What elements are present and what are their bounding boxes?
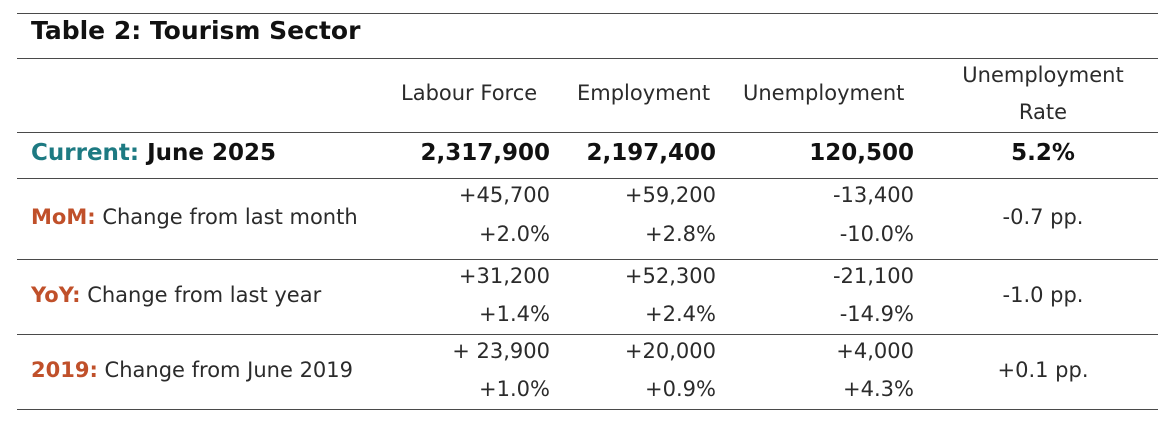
current-unemployment: 120,500 (809, 140, 914, 166)
yoy-employment-abs: +52,300 (624, 264, 716, 288)
y2019-employment-pct: +0.9% (645, 377, 716, 401)
header-rate-line1: Unemployment (962, 63, 1124, 87)
title-rule (17, 58, 1158, 59)
header-labour-force: Labour Force (401, 81, 538, 105)
table-bottom-rule (17, 409, 1158, 410)
yoy-row-label (31, 283, 321, 307)
mom-row-label (31, 205, 358, 229)
mom-prefix: MoM: (31, 205, 96, 229)
yoy-unemployment-pct: -14.9% (839, 302, 914, 326)
y2019-labour-force-pct: +1.0% (479, 377, 550, 401)
mom-unemployment-abs: -13,400 (832, 183, 914, 207)
y2019-rate-change: +0.1 pp. (997, 358, 1089, 382)
yoy-row-rule (17, 334, 1158, 335)
current-row-rule (17, 178, 1158, 179)
current-row-label (31, 140, 276, 166)
header-unemployment: Unemployment (743, 81, 905, 105)
yoy-employment-pct: +2.4% (645, 302, 716, 326)
mom-labour-force-abs: +45,700 (458, 183, 550, 207)
yoy-prefix: YoY: (31, 283, 81, 307)
current-employment: 2,197,400 (586, 140, 716, 166)
header-employment: Employment (577, 81, 711, 105)
yoy-description: Change from last year (87, 283, 322, 307)
y2019-description: Change from June 2019 (104, 358, 354, 382)
yoy-labour-force-pct: +1.4% (479, 302, 550, 326)
mom-row-rule (17, 259, 1158, 260)
mom-rate-change: -0.7 pp. (1002, 205, 1084, 229)
y2019-prefix: 2019: (31, 358, 98, 382)
header-rate-line2: Rate (1018, 100, 1068, 124)
current-period: June 2025 (147, 140, 277, 166)
y2019-unemployment-pct: +4.3% (843, 377, 914, 401)
yoy-rate-change: -1.0 pp. (1002, 283, 1084, 307)
table-top-rule (17, 13, 1158, 14)
mom-labour-force-pct: +2.0% (479, 222, 550, 246)
mom-description: Change from last month (102, 205, 358, 229)
yoy-unemployment-abs: -21,100 (832, 264, 914, 288)
current-prefix: Current: (31, 140, 140, 166)
header-rule (17, 132, 1158, 133)
current-rate: 5.2% (1011, 140, 1075, 166)
table-title: Table 2: Tourism Sector (31, 16, 361, 45)
y2019-labour-force-abs: + 23,900 (452, 339, 550, 363)
y2019-employment-abs: +20,000 (624, 339, 716, 363)
yoy-labour-force-abs: +31,200 (458, 264, 550, 288)
mom-employment-pct: +2.8% (645, 222, 716, 246)
y2019-row-label (31, 358, 353, 382)
current-labour-force: 2,317,900 (420, 140, 550, 166)
mom-employment-abs: +59,200 (624, 183, 716, 207)
y2019-unemployment-abs: +4,000 (836, 339, 914, 363)
mom-unemployment-pct: -10.0% (839, 222, 914, 246)
